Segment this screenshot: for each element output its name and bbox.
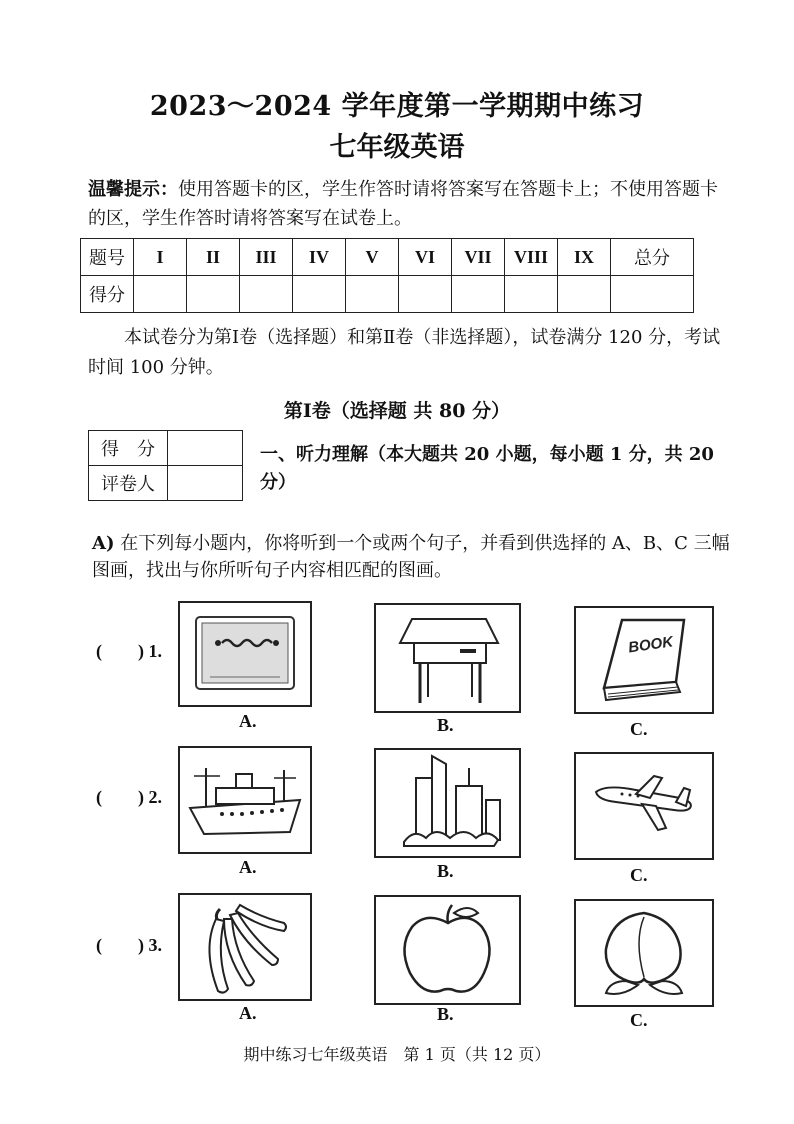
grader-table <box>88 430 243 501</box>
q2-option-b-box[interactable] <box>374 748 521 858</box>
q1-option-b-box[interactable] <box>374 603 521 713</box>
score-col-9: IX <box>558 239 611 276</box>
desk-picture <box>376 605 519 711</box>
exam-subtitle: 七年级英语 <box>329 132 465 163</box>
book-picture <box>576 608 712 712</box>
notice-text: 使用答题卡的区，学生作答时请将答案写在答题卡上；不使用答题卡的区，学生作答时请将答案写在试卷上。 <box>88 179 718 229</box>
score-table-row1-header: 题号 <box>81 239 134 276</box>
part1-title: 第Ⅰ卷（选择题 共 80 分） <box>283 400 511 422</box>
grader-score-cell[interactable] <box>168 431 243 466</box>
grader-score-label: 得 分 <box>89 431 168 466</box>
score-cell[interactable] <box>240 276 293 313</box>
q1-option-a-label: A. <box>239 711 257 731</box>
score-cell[interactable] <box>187 276 240 313</box>
sectionA-label: A) <box>92 533 115 554</box>
exam-title: 2023～2024 学年度第一学期期中练习 <box>149 91 645 122</box>
q3-option-b-box[interactable] <box>374 895 521 1005</box>
apple-picture <box>376 897 519 1003</box>
score-cell[interactable] <box>293 276 346 313</box>
score-col-7: VII <box>452 239 505 276</box>
grader-row-score <box>89 431 243 466</box>
question-1-number[interactable]: ( ) 1. <box>96 641 162 661</box>
q1-option-b-label: B. <box>437 715 454 735</box>
sectionA-instructions <box>92 530 732 584</box>
q1-option-c-label: C. <box>630 719 648 739</box>
q1-option-a-box[interactable] <box>178 601 312 707</box>
peach-picture <box>576 901 712 1005</box>
score-col-3: III <box>240 239 293 276</box>
score-cell[interactable] <box>505 276 558 313</box>
score-col-5: V <box>346 239 399 276</box>
score-table <box>80 238 694 313</box>
q3-option-c-box[interactable] <box>574 899 714 1007</box>
score-cell[interactable] <box>452 276 505 313</box>
score-cell[interactable] <box>558 276 611 313</box>
city-buildings-picture <box>376 750 519 856</box>
page-footer: 期中练习七年级英语 第 1 页（共 12 页） <box>243 1045 551 1064</box>
blackboard-picture <box>180 603 310 705</box>
score-table-header-row <box>81 239 694 276</box>
bananas-picture <box>180 895 310 999</box>
ship-picture <box>180 748 310 852</box>
score-col-1: I <box>134 239 187 276</box>
book-cover-text: BOOK <box>627 633 675 657</box>
score-cell[interactable] <box>346 276 399 313</box>
sectionA-text: 在下列每小题内，你将听到一个或两个句子，并看到供选择的 A、B、C 三幅图画，找出与你所听句子内容相匹配的图画。 <box>92 533 730 581</box>
score-cell-total[interactable] <box>611 276 694 313</box>
airplane-picture <box>576 754 712 858</box>
grader-name-label: 评卷人 <box>89 466 168 501</box>
question-2-number[interactable]: ( ) 2. <box>96 787 162 807</box>
score-cell[interactable] <box>399 276 452 313</box>
score-col-6: VI <box>399 239 452 276</box>
score-table-row2-header: 得分 <box>81 276 134 313</box>
notice <box>88 175 728 233</box>
score-col-2: II <box>187 239 240 276</box>
q3-option-c-label: C. <box>630 1010 648 1030</box>
grader-row-name <box>89 466 243 501</box>
q2-option-a-label: A. <box>239 857 257 877</box>
section1-heading: 一、听力理解（本大题共 20 小题，每小题 1 分，共 20 分） <box>260 444 714 493</box>
q2-option-c-label: C. <box>630 865 648 885</box>
score-table-score-row <box>81 276 694 313</box>
score-col-8: VIII <box>505 239 558 276</box>
question-3-number[interactable]: ( ) 3. <box>96 935 162 955</box>
score-cell[interactable] <box>134 276 187 313</box>
q2-option-a-box[interactable] <box>178 746 312 854</box>
grader-name-cell[interactable] <box>168 466 243 501</box>
q3-option-a-box[interactable] <box>178 893 312 1001</box>
q1-option-c-box[interactable] <box>574 606 714 714</box>
q3-option-b-label: B. <box>437 1004 454 1024</box>
q2-option-b-label: B. <box>437 861 454 881</box>
exam-intro: 本试卷分为第Ⅰ卷（选择题）和第Ⅱ卷（非选择题），试卷满分 120 分，考试时间 100 分钟。 <box>88 327 721 378</box>
score-col-4: IV <box>293 239 346 276</box>
q3-option-a-label: A. <box>239 1003 257 1023</box>
notice-label: 温馨提示： <box>88 179 178 200</box>
score-col-total: 总分 <box>611 239 694 276</box>
q2-option-c-box[interactable] <box>574 752 714 860</box>
